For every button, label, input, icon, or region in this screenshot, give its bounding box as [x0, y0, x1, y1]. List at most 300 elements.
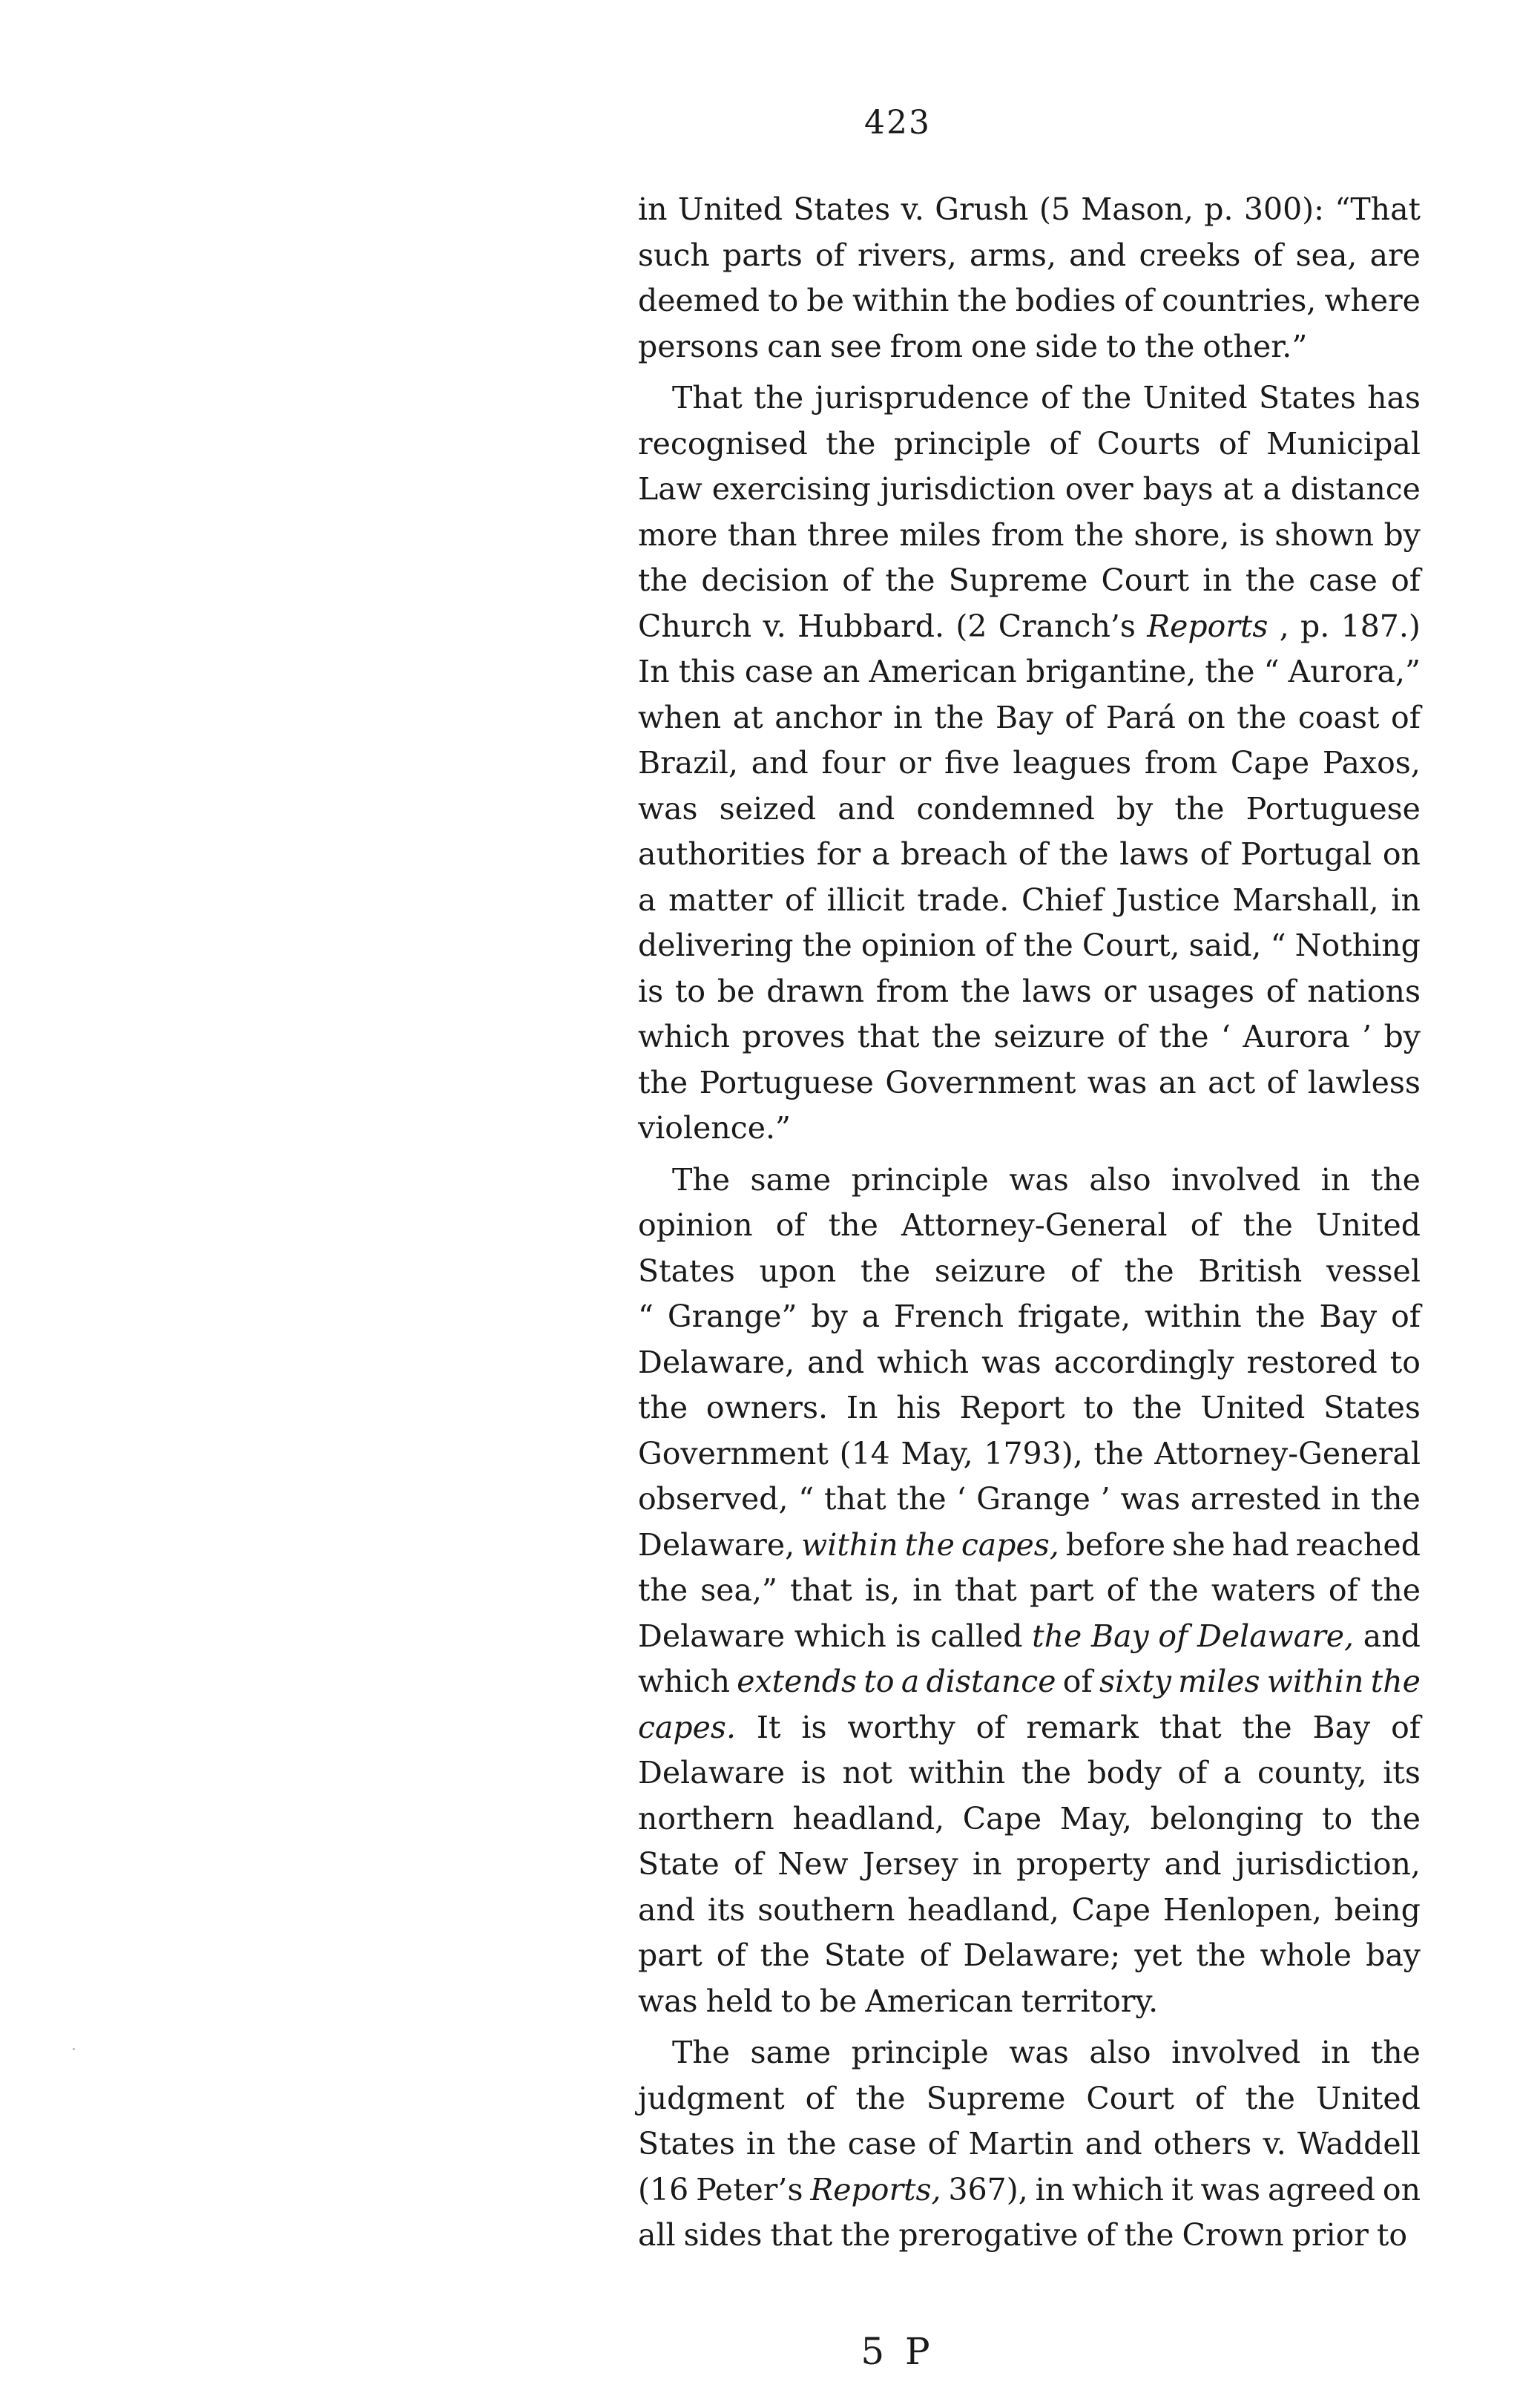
- margin-speck: [73, 2048, 75, 2050]
- word: is: [800, 1755, 826, 1791]
- word: Nothing: [1294, 928, 1421, 963]
- word: arrested: [1190, 1481, 1321, 1517]
- word: Jersey: [862, 1846, 958, 1882]
- word: opinion: [861, 928, 976, 963]
- word: body: [1087, 1755, 1162, 1791]
- word: one: [971, 328, 1027, 364]
- word: which: [1072, 2171, 1165, 2208]
- word: other.”: [1202, 328, 1308, 364]
- word: and: [1164, 1846, 1222, 1882]
- paragraph: [638, 1158, 1421, 2025]
- word: of: [919, 1937, 950, 1973]
- word: the: [1237, 699, 1287, 735]
- word: of: [1064, 699, 1095, 735]
- word: creeks: [1139, 237, 1241, 273]
- word: extends: [737, 1664, 858, 1699]
- word: Municipal: [1266, 425, 1421, 462]
- word: of: [785, 882, 815, 918]
- word: was: [1009, 2035, 1069, 2070]
- text-line: [638, 324, 1421, 370]
- word: capes,: [961, 1526, 1059, 1563]
- text-line: [638, 741, 1421, 787]
- word: of: [1218, 425, 1248, 462]
- paragraph: [638, 375, 1421, 1152]
- word: on: [1187, 699, 1225, 735]
- word: in: [638, 191, 668, 227]
- word: three: [806, 516, 889, 553]
- word: breach: [901, 836, 1008, 872]
- word: matter: [668, 882, 773, 918]
- text-line: [638, 1158, 1421, 1204]
- word: the: [1370, 1161, 1421, 1198]
- word: bay: [1366, 1937, 1421, 1973]
- word: (16: [638, 2171, 689, 2208]
- word: of: [775, 1207, 806, 1243]
- word: Delaware,: [638, 1344, 795, 1380]
- word: yet: [1134, 1937, 1182, 1973]
- text-line: [638, 2213, 1421, 2259]
- word: within: [801, 1526, 898, 1563]
- word: In: [638, 654, 670, 689]
- word: accordingly: [1053, 1344, 1234, 1380]
- text-line: [638, 375, 1421, 421]
- word: the: [855, 2080, 906, 2116]
- text-line: [638, 278, 1421, 324]
- word: (14: [839, 1435, 890, 1471]
- word: Attorney-General: [1154, 1435, 1421, 1471]
- word: parts: [723, 237, 803, 273]
- word: an: [822, 654, 861, 689]
- word: and: [638, 1891, 696, 1928]
- word: shore,: [1133, 516, 1230, 553]
- word: decision: [701, 562, 829, 598]
- word: same: [750, 1161, 832, 1198]
- word: 300):: [1243, 191, 1324, 227]
- word: the: [934, 699, 984, 735]
- word: waters: [1211, 1572, 1316, 1608]
- word: of: [1018, 836, 1048, 872]
- word: in: [912, 1572, 942, 1608]
- word: the: [760, 1937, 810, 1973]
- word: Delaware: [638, 1755, 786, 1791]
- word: violence.”: [638, 1110, 791, 1146]
- word: Government: [885, 1064, 1076, 1100]
- word: same: [750, 2035, 832, 2070]
- word: the: [786, 2126, 837, 2162]
- word: “: [1270, 928, 1286, 963]
- word: the: [802, 928, 852, 963]
- word: is: [638, 973, 664, 1009]
- word: the: [861, 1253, 911, 1289]
- word: and: [838, 790, 895, 827]
- word: on: [1382, 2171, 1421, 2208]
- word: in: [893, 699, 923, 735]
- word: v.: [1263, 2126, 1286, 2162]
- word: distance: [926, 1664, 1056, 1699]
- word: principle: [851, 2035, 989, 2070]
- word: by: [1116, 790, 1154, 827]
- word: where: [1324, 283, 1421, 318]
- word: Henlopen,: [1162, 1891, 1322, 1928]
- word: its: [707, 1891, 746, 1928]
- word: the: [1370, 1572, 1421, 1608]
- word: Portuguese: [699, 1064, 874, 1100]
- word: French: [893, 1299, 1004, 1334]
- word: of: [1391, 1299, 1421, 1334]
- word: seizure: [934, 1253, 1047, 1289]
- text-line: [638, 1294, 1421, 1340]
- word: of: [1266, 1064, 1297, 1100]
- word: of: [815, 237, 845, 273]
- word: within: [1145, 1299, 1242, 1334]
- word: Grange”: [667, 1299, 797, 1334]
- word: to: [1321, 1800, 1353, 1837]
- word: the: [638, 562, 688, 598]
- word: be: [717, 973, 755, 1009]
- word: within: [908, 1755, 1006, 1791]
- word: part: [638, 1937, 702, 1973]
- word: remark: [1026, 1709, 1139, 1745]
- word: Reports: [1147, 608, 1268, 644]
- word: a: [638, 882, 657, 918]
- text-line: [638, 513, 1421, 559]
- word: the: [828, 1207, 878, 1243]
- word: The: [672, 1161, 731, 1198]
- word: sixty: [1099, 1664, 1171, 1699]
- word: involved: [1171, 1161, 1301, 1198]
- word: the: [1370, 1800, 1421, 1837]
- word: ’: [1100, 1481, 1110, 1517]
- text-line: [638, 695, 1421, 741]
- word: Reports,: [810, 2171, 941, 2208]
- word: of: [927, 2126, 958, 2162]
- word: for: [816, 836, 861, 872]
- word: and: [751, 745, 809, 781]
- word: deemed: [638, 283, 760, 318]
- word: of: [1391, 562, 1421, 598]
- word: coast: [1297, 699, 1380, 735]
- word: United: [677, 191, 783, 227]
- word: arms,: [970, 237, 1056, 273]
- word: agreed: [1267, 2171, 1375, 2208]
- signature-mark: 5 P: [861, 2330, 935, 2373]
- word: ,: [1279, 608, 1289, 644]
- word: trade.: [917, 882, 1010, 918]
- word: the: [1132, 1390, 1182, 1425]
- word: in: [1320, 1161, 1351, 1198]
- word: persons: [638, 328, 760, 364]
- word: a: [1263, 471, 1281, 507]
- word: Pará: [1105, 699, 1176, 735]
- text-line: [638, 2030, 1421, 2076]
- word: Delaware,: [1197, 1618, 1355, 1654]
- word: Aurora: [1243, 1019, 1350, 1054]
- word: vessel: [1326, 1253, 1421, 1289]
- word: that: [954, 1572, 1017, 1608]
- word: of: [1049, 425, 1079, 462]
- word: of: [984, 928, 1015, 963]
- word: than: [727, 516, 797, 553]
- word: That: [672, 380, 743, 416]
- word: in: [973, 1846, 1002, 1882]
- word: that: [790, 1572, 852, 1608]
- word: Supreme: [948, 562, 1088, 598]
- word: opinion: [638, 1207, 753, 1243]
- word: the: [753, 380, 804, 416]
- word: that: [857, 1019, 920, 1054]
- text-line: [638, 1705, 1421, 1751]
- word: by: [1383, 516, 1421, 553]
- word: this: [678, 654, 736, 689]
- word: case: [847, 2126, 917, 2162]
- word: and: [807, 1344, 865, 1380]
- word: the: [931, 1019, 982, 1054]
- word: ‘: [956, 1481, 967, 1517]
- word: and: [1069, 237, 1127, 273]
- word: prerogative: [898, 2217, 1079, 2253]
- word: of: [1177, 1755, 1208, 1791]
- text-line: [638, 878, 1421, 924]
- text-line: [638, 969, 1421, 1015]
- word: United: [1200, 1390, 1306, 1425]
- word: Delaware: [638, 1618, 786, 1654]
- text-line: [638, 1796, 1421, 1842]
- word: was: [638, 1983, 698, 2019]
- word: his: [896, 1390, 941, 1425]
- word: Government: [638, 1435, 829, 1471]
- word: in: [746, 2126, 776, 2162]
- word: which: [794, 1618, 886, 1654]
- word: the: [1159, 1019, 1209, 1054]
- word: others: [1153, 2126, 1252, 2162]
- text-line: [638, 1750, 1421, 1796]
- word: the: [1242, 1709, 1292, 1745]
- word: Portugal: [1240, 836, 1372, 872]
- word: States: [793, 191, 891, 227]
- word: condemned: [916, 790, 1095, 827]
- word: Mason,: [1081, 191, 1194, 227]
- word: the: [1174, 790, 1225, 827]
- word: from: [991, 516, 1064, 553]
- word: of: [805, 2080, 835, 2116]
- word: rivers,: [858, 237, 957, 273]
- word: of: [1070, 1253, 1100, 1289]
- word: called: [930, 1618, 1023, 1654]
- word: an: [1158, 1064, 1197, 1100]
- page-number: 423: [864, 104, 931, 142]
- word: the: [1082, 380, 1132, 416]
- word: at: [732, 699, 763, 735]
- word: in: [1331, 1481, 1360, 1517]
- word: sides: [683, 2217, 763, 2253]
- word: in: [1320, 2035, 1351, 2070]
- word: of: [1190, 1207, 1220, 1243]
- word: Law: [638, 471, 702, 507]
- word: at: [1223, 471, 1254, 507]
- word: of: [975, 1709, 1006, 1745]
- word: Martin: [968, 2126, 1074, 2162]
- word: Crown: [1182, 2217, 1284, 2253]
- word: bays: [1142, 471, 1214, 507]
- word: “: [1263, 654, 1280, 689]
- text-line: [638, 1523, 1421, 1569]
- word: in: [1202, 562, 1232, 598]
- word: In: [846, 1390, 878, 1425]
- word: the: [1196, 1937, 1246, 1973]
- word: of: [1158, 1618, 1188, 1654]
- word: that: [770, 2217, 833, 2253]
- word: countries,: [1162, 283, 1317, 318]
- word: belonging: [1150, 1800, 1304, 1837]
- word: the: [1023, 928, 1073, 963]
- word: delivering: [638, 928, 794, 963]
- word: the: [1370, 1481, 1421, 1517]
- word: principle: [893, 425, 1031, 462]
- word: of: [1117, 1019, 1147, 1054]
- word: States: [638, 2126, 735, 2162]
- word: of: [1391, 1709, 1421, 1745]
- word: It: [756, 1709, 781, 1745]
- word: principle: [851, 1161, 989, 1198]
- text-line: [638, 558, 1421, 604]
- word: the: [1124, 2217, 1174, 2253]
- word: Church: [638, 608, 752, 644]
- word: p.: [1300, 608, 1330, 644]
- word: observed,: [638, 1481, 789, 1517]
- word: the: [1032, 1618, 1082, 1654]
- word: (2: [955, 608, 987, 644]
- word: distance: [1291, 471, 1421, 507]
- word: more: [638, 516, 718, 553]
- word: not: [842, 1755, 893, 1791]
- word: State: [638, 1846, 720, 1882]
- word: of: [734, 1846, 763, 1882]
- word: Attorney-General: [901, 1207, 1168, 1243]
- word: of: [1253, 237, 1283, 273]
- word: its: [1383, 1755, 1421, 1791]
- word: of: [1106, 1572, 1136, 1608]
- word: miles: [1178, 1664, 1260, 1699]
- word: the: [885, 562, 935, 598]
- text-line: [638, 1979, 1421, 2025]
- word: ’: [1362, 1019, 1372, 1054]
- word: 1793),: [984, 1435, 1083, 1471]
- word: seized: [719, 790, 817, 827]
- text-line: [638, 2076, 1421, 2122]
- text-line: [638, 1106, 1421, 1152]
- word: held: [705, 1983, 773, 2019]
- word: southern: [757, 1891, 895, 1928]
- word: Courts: [1096, 425, 1201, 462]
- word: in: [1391, 882, 1421, 918]
- text-line: [638, 1431, 1421, 1477]
- word: “That: [1335, 191, 1421, 227]
- word: whole: [1260, 1937, 1352, 1973]
- word: the: [904, 1526, 955, 1563]
- word: proves: [742, 1019, 846, 1054]
- word: was: [981, 1344, 1042, 1380]
- word: Paxos,: [1322, 745, 1421, 781]
- word: on: [1382, 836, 1421, 872]
- word: United: [1315, 1207, 1421, 1243]
- word: to: [1389, 1344, 1421, 1380]
- word: all: [638, 2217, 676, 2253]
- word: the: [1370, 2035, 1421, 2070]
- word: sea,: [1295, 237, 1358, 273]
- text-line: [638, 1249, 1421, 1295]
- word: before: [1065, 1526, 1166, 1563]
- word: said,: [1188, 928, 1262, 963]
- word: the: [1148, 1572, 1199, 1608]
- text-line: [638, 1842, 1421, 1888]
- word: May,: [1059, 1800, 1132, 1837]
- word: side: [1035, 328, 1099, 364]
- word: States: [1323, 1390, 1421, 1425]
- word: four: [821, 745, 886, 781]
- word: Peter’s: [696, 2171, 803, 2208]
- word: that: [1159, 1709, 1222, 1745]
- word: usages: [1148, 973, 1254, 1009]
- word: was: [1200, 2171, 1261, 2208]
- text-line: [638, 1060, 1421, 1106]
- word: drawn: [766, 973, 865, 1009]
- word: Grush: [935, 191, 1029, 227]
- word: also: [1089, 1161, 1151, 1198]
- word: of: [1194, 2080, 1225, 2116]
- word: Cape: [962, 1800, 1042, 1837]
- word: of: [1124, 283, 1154, 318]
- word: authorities: [638, 836, 806, 872]
- text-line: [638, 1340, 1421, 1386]
- word: the: [1145, 328, 1195, 364]
- word: recognised: [638, 425, 808, 462]
- word: Supreme: [926, 2080, 1066, 2116]
- text-line: [638, 187, 1421, 233]
- word: worthy: [847, 1709, 955, 1745]
- word: seizure: [993, 1019, 1105, 1054]
- word: 367),: [948, 2171, 1028, 2208]
- word: Chief: [1021, 882, 1104, 918]
- word: Hubbard.: [797, 608, 945, 644]
- word: Brazil,: [638, 745, 739, 781]
- text-line: [638, 1659, 1421, 1705]
- word: exercising: [711, 471, 871, 507]
- word: part: [1029, 1572, 1094, 1608]
- text-line: [638, 1933, 1421, 1979]
- word: act: [1208, 1064, 1256, 1100]
- word: the: [638, 1064, 688, 1100]
- word: a: [1223, 1755, 1242, 1791]
- word: the: [960, 973, 1011, 1009]
- text-line: [638, 2121, 1421, 2167]
- word: American: [869, 654, 1017, 689]
- word: from: [889, 328, 964, 364]
- word: v.: [901, 191, 924, 227]
- word: “: [798, 1481, 815, 1517]
- word: judgment: [638, 2080, 785, 2116]
- word: be: [806, 283, 844, 318]
- word: brigantine,: [1025, 654, 1197, 689]
- word: by: [1383, 1019, 1421, 1054]
- word: county,: [1257, 1755, 1367, 1791]
- word: frigate,: [1017, 1299, 1131, 1334]
- word: of: [716, 1937, 746, 1973]
- word: of: [1086, 2217, 1116, 2253]
- word: the: [826, 425, 876, 462]
- word: Delaware;: [963, 1937, 1121, 1973]
- text-line: [638, 1888, 1421, 1934]
- word: can: [767, 328, 823, 364]
